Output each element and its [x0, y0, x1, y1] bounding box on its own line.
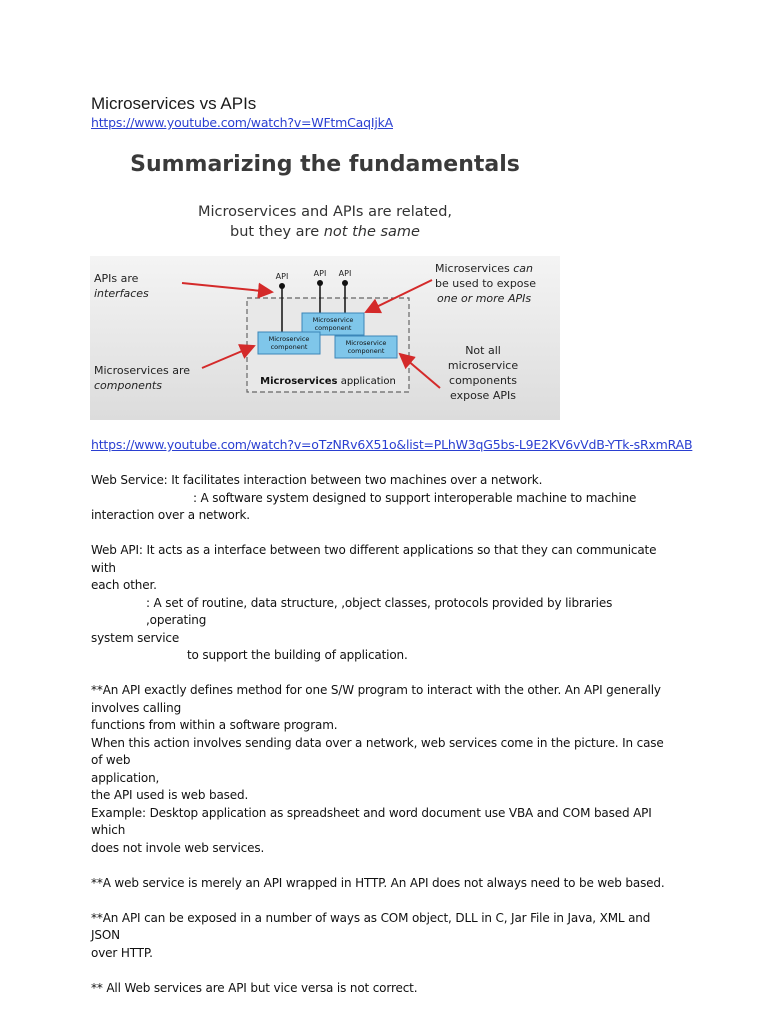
- youtube-link-1[interactable]: https://www.youtube.com/watch?v=WFtmCaqIjkA: [91, 115, 393, 130]
- note-api-line6: the API used is web based.: [91, 788, 249, 802]
- microservice-component-right: [335, 336, 397, 358]
- svg-text:component: component: [314, 324, 352, 332]
- figure-subtitle-line1: Microservices and APIs are related,: [197, 204, 453, 220]
- figure-subtitle-line2: [90, 224, 560, 240]
- arrow-components: [202, 346, 254, 368]
- figure-heading: Summarizing the fundamentals: [130, 152, 520, 177]
- callout-apis-line2: interfaces: [94, 287, 149, 300]
- api-label-2: API: [313, 269, 327, 278]
- subtitle-emphasis: not the same: [323, 224, 420, 240]
- microservice-component-left: [258, 332, 320, 354]
- note-api-line3: functions from within a software program.: [91, 718, 338, 732]
- note-all-web-services: ** All Web services are API but vice versa is not correct.: [91, 980, 418, 995]
- callout-notall-line3: components: [449, 374, 517, 387]
- web-api-detail-cont: system service: [91, 630, 180, 645]
- callout-expose-line3: one or more APIs: [437, 292, 532, 305]
- architecture-diagram: [90, 256, 560, 420]
- summary-figure: [90, 140, 560, 420]
- callout-notall-line1: Not all: [465, 344, 501, 357]
- note-web-service-http: **A web service is merely an API wrapped in HTTP. An API does not always need to be web based.: [91, 875, 665, 890]
- application-label: Microservices application: [260, 376, 396, 387]
- web-api-detail: : A set of routine, data structure, ,object classes, protocols provided by libraries ,operating: [146, 595, 613, 627]
- web-service-detail-cont: interaction over a network.: [91, 508, 250, 522]
- callout-components-line2: components: [94, 379, 162, 392]
- note-api-line8: does not invole web services.: [91, 840, 265, 855]
- callout-notall-line2: microservice: [447, 359, 519, 372]
- web-service-detail: : A software system designed to support interoperable machine to machine: [193, 490, 637, 505]
- callout-apis-line1: APIs are: [94, 272, 139, 285]
- web-api-definition-cont: each other.: [91, 578, 157, 592]
- arrow-apis: [182, 283, 272, 292]
- svg-text:Microservice: Microservice: [268, 335, 310, 343]
- svg-text:component: component: [347, 347, 385, 355]
- note-api-line2: involves calling: [91, 700, 182, 715]
- svg-text:component: component: [270, 343, 308, 351]
- youtube-link-2[interactable]: https://www.youtube.com/watch?v=oTzNRv6X51o&list=PLhW3qG5bs-L9E2KV6vVdB-YTk-sRxmRAB: [91, 437, 693, 452]
- web-api-detail-end: to support the building of application.: [187, 648, 408, 662]
- web-service-definition: Web Service: It facilitates interaction between two machines over a network.: [91, 473, 543, 487]
- svg-text:Microservice: Microservice: [345, 339, 387, 347]
- callout-notall-line4: expose APIs: [450, 389, 516, 402]
- callout-components-line1: Microservices are: [94, 364, 191, 377]
- callout-expose-line1: Microservices can: [435, 262, 534, 275]
- web-api-definition: Web API: It acts as a interface between two different applications so that they can communicate with: [91, 543, 657, 575]
- callout-expose-line2: be used to expose: [435, 277, 537, 290]
- note-api-line7: Example: Desktop application as spreadsheet and word document use VBA and COM based API which: [91, 805, 652, 837]
- note-api-exposure-line2: over HTTP.: [91, 945, 153, 960]
- note-api-line5: application,: [91, 770, 160, 785]
- note-api-line1: **An API exactly defines method for one S/W program to interact with the other. An API generally: [91, 683, 661, 697]
- svg-text:Microservice: Microservice: [312, 316, 354, 324]
- page-title: Microservices vs APIs: [91, 94, 257, 113]
- api-label-3: API: [338, 269, 352, 278]
- api-label-1: API: [275, 272, 289, 281]
- body-content: [91, 472, 671, 997]
- subtitle-prefix: but they are: [230, 224, 324, 240]
- note-api-line4: When this action involves sending data over a network, web services come in the picture. In case of web: [91, 735, 664, 767]
- note-api-exposure-line1: **An API can be exposed in a number of ways as COM object, DLL in C, Jar File in Java, XML and JSON: [91, 910, 651, 942]
